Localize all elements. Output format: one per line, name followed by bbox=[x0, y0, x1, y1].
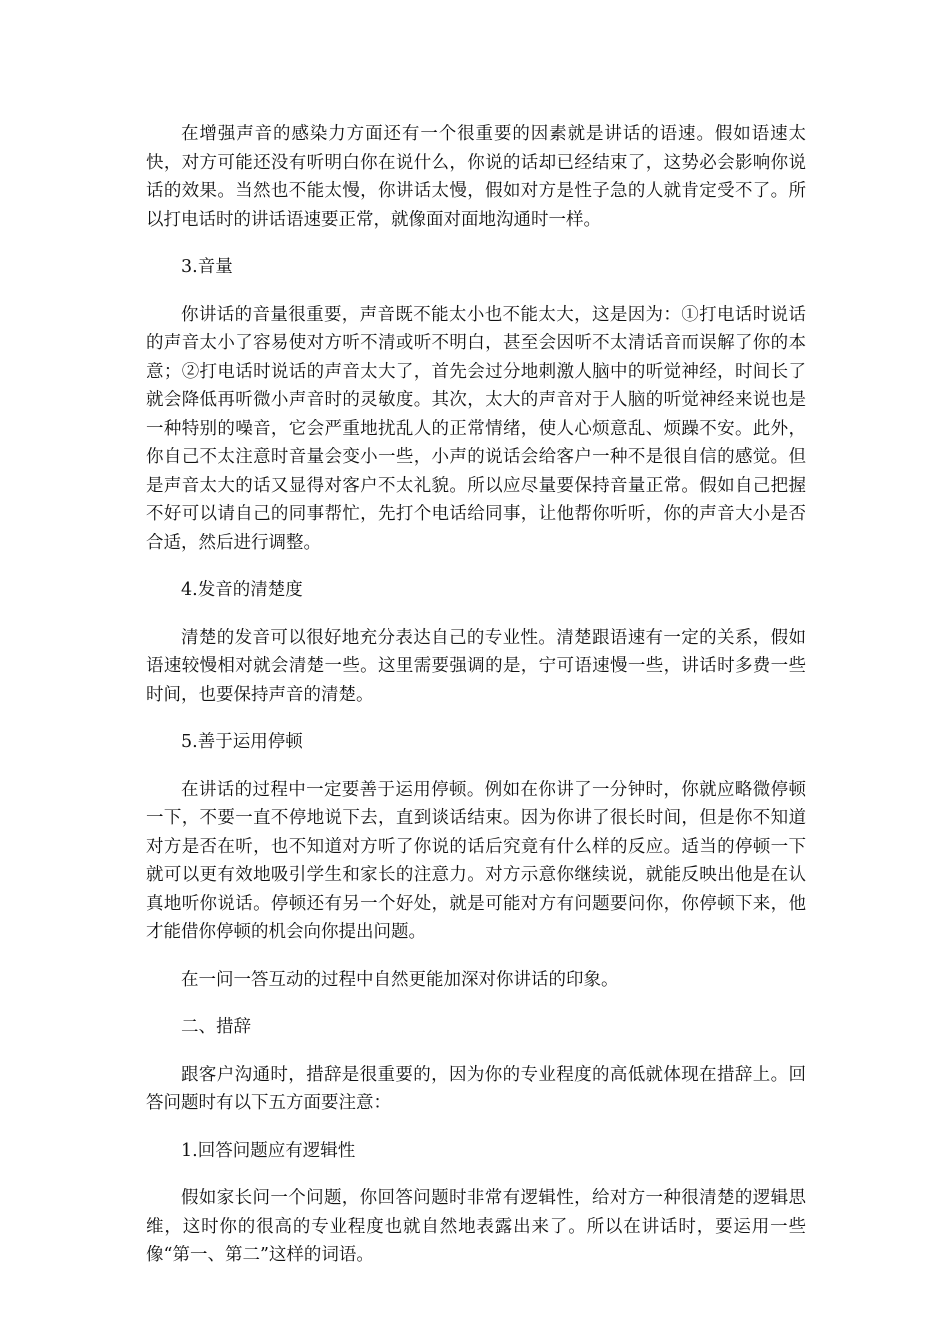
paragraph-volume: 你讲话的音量很重要，声音既不能太小也不能太大，这是因为：①打电话时说话的声音太小了容易使对方听不清或听不明白，甚至会因听不太清话音而误解了你的本意；②打电话时说话的声音太大了，首先会过分地刺激人脑中的听觉神经，时间长了就会降低再听微小声音时的灵敏度。其次，太大的声音对于人脑的听觉神经来说也是一种特别的噪音，它会严重地扰乱人的正常情绪，使人心烦意乱、烦躁不安。此外，你自己不太注意时音量会变小一些，小声的说话会给客户一种不是很自信的感觉。但是声音太大的话又显得对客户不太礼貌。所以应尽量要保持音量正常。假如自己把握不好可以请自己的同事帮忙，先打个电话给同事，让他帮你听听，你的声音大小是否合适，然后进行调整。 bbox=[146, 304, 806, 553]
heading-volume: 3.音量 bbox=[181, 257, 233, 277]
heading-logical-answers: 1.回答问题应有逻辑性 bbox=[181, 1140, 356, 1161]
heading-wording: 二、措辞 bbox=[181, 1017, 251, 1037]
heading-pronunciation-clarity: 4.发音的清楚度 bbox=[181, 580, 303, 600]
paragraph-wording: 跟客户沟通时，措辞是很重要的，因为你的专业程度的高低就体现在措辞上。回答问题时有以下五方面要注意： bbox=[146, 1064, 806, 1113]
paragraph-logical-answers: 假如家长问一个问题，你回答问题时非常有逻辑性，给对方一种很清楚的逻辑思维，这时你的很高的专业程度也就自然地表露出来了。所以在讲话时，要运用一些像“第一、第二”这样的词语。 bbox=[146, 1188, 806, 1265]
heading-use-pauses: 5.善于运用停顿 bbox=[181, 732, 303, 752]
paragraph-speech-speed: 在增强声音的感染力方面还有一个很重要的因素就是讲话的语速。假如语速太快，对方可能还没有听明白你在说什么，你说的话却已经结束了，这势必会影响你说话的效果。当然也不能太慢，你讲话太慢，假如对方是性子急的人就肯定受不了。所以打电话时的讲话语速要正常，就像面对面地沟通时一样。 bbox=[146, 124, 806, 230]
document-page bbox=[146, 120, 806, 1289]
paragraph-interaction: 在一问一答互动的过程中自然更能加深对你讲话的印象。 bbox=[181, 969, 619, 990]
paragraph-use-pauses: 在讲话的过程中一定要善于运用停顿。例如在你讲了一分钟时，你就应略微停顿一下，不要一直不停地说下去，直到谈话结束。因为你讲了很长时间，但是你不知道对方是否在听，也不知道对方听了你说的话后究竟有什么样的反应。适当的停顿一下就可以更有效地吸引学生和家长的注意力。对方示意你继续说，就能反映出他是在认真地听你说话。停顿还有另一个好处，就是可能对方有问题要问你，你停顿下来，他才能借你停顿的机会向你提出问题。 bbox=[146, 779, 806, 942]
paragraph-pronunciation-clarity: 清楚的发音可以很好地充分表达自己的专业性。清楚跟语速有一定的关系，假如语速较慢相对就会清楚一些。这里需要强调的是，宁可语速慢一些，讲话时多费一些时间，也要保持声音的清楚。 bbox=[146, 627, 806, 705]
